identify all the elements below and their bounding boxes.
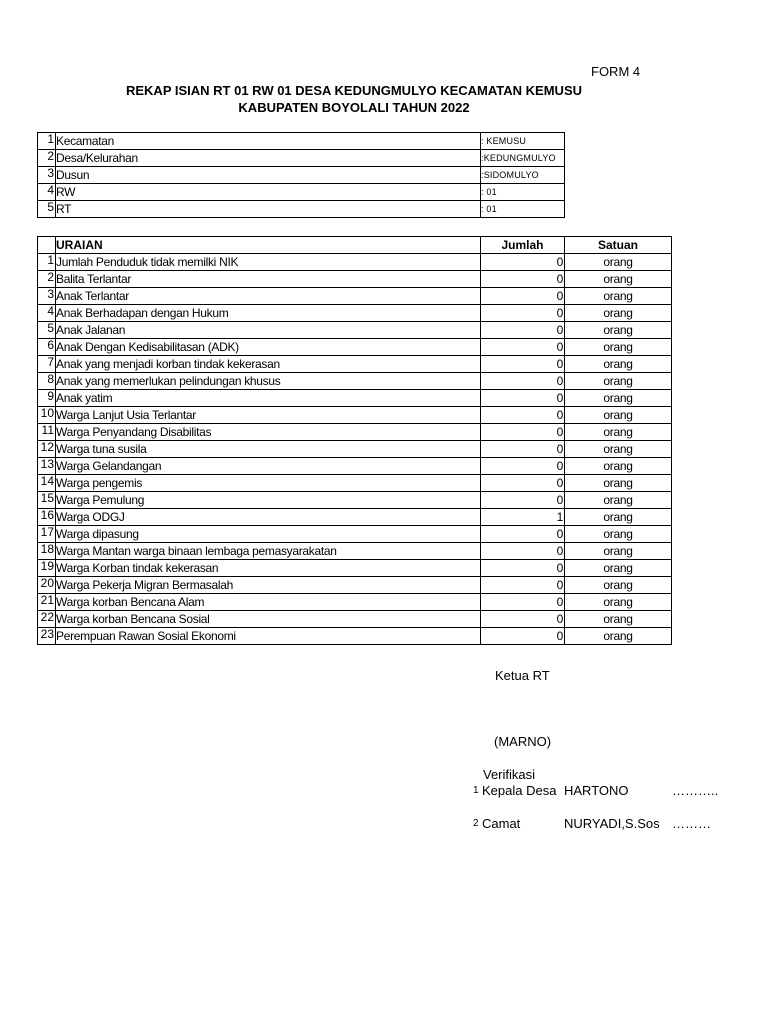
- table-row: [38, 611, 672, 628]
- form-label: FORM 4: [591, 64, 641, 79]
- row-jumlah: 0: [481, 390, 565, 407]
- location-value: : KEMUSU: [481, 133, 565, 150]
- row-jumlah: 0: [481, 628, 565, 645]
- header-satuan: Satuan: [565, 237, 672, 254]
- row-jumlah: 0: [481, 492, 565, 509]
- row-jumlah: 0: [481, 271, 565, 288]
- row-number: 12: [38, 441, 56, 458]
- verifier-number: 2: [473, 818, 479, 829]
- verification-title: Verifikasi: [483, 767, 536, 782]
- location-number: 4: [38, 184, 56, 201]
- row-uraian: Warga Lanjut Usia Terlantar: [56, 407, 481, 424]
- table-row: [38, 339, 672, 356]
- table-row: [38, 322, 672, 339]
- row-uraian: Balita Terlantar: [56, 271, 481, 288]
- row-uraian: Warga korban Bencana Alam: [56, 594, 481, 611]
- document-title: REKAP ISIAN RT 01 RW 01 DESA KEDUNGMULYO KECAMATAN KEMUSU: [125, 83, 582, 98]
- row-number: 22: [38, 611, 56, 628]
- row-number: 5: [38, 322, 56, 339]
- row-satuan: orang: [565, 594, 672, 611]
- table-row: [38, 254, 672, 271]
- row-satuan: orang: [565, 424, 672, 441]
- row-satuan: orang: [565, 628, 672, 645]
- row-uraian: Warga Penyandang Disabilitas: [56, 424, 481, 441]
- row-satuan: orang: [565, 458, 672, 475]
- row-uraian: Jumlah Penduduk tidak memilki NIK: [56, 254, 481, 271]
- table-row: [38, 492, 672, 509]
- row-number: 3: [38, 288, 56, 305]
- row-uraian: Perempuan Rawan Sosial Ekonomi: [56, 628, 481, 645]
- row-number: 23: [38, 628, 56, 645]
- row-number: 7: [38, 356, 56, 373]
- row-uraian: Warga pengemis: [56, 475, 481, 492]
- row-jumlah: 0: [481, 424, 565, 441]
- row-jumlah: 0: [481, 322, 565, 339]
- row-number: 1: [38, 254, 56, 271]
- row-number: 16: [38, 509, 56, 526]
- table-row: [38, 475, 672, 492]
- row-satuan: orang: [565, 288, 672, 305]
- row-satuan: orang: [565, 577, 672, 594]
- signature-name: (MARNO): [494, 734, 552, 749]
- verifier-name: NURYADI,S.Sos: [564, 816, 660, 831]
- row-number: 14: [38, 475, 56, 492]
- location-table: [37, 132, 565, 218]
- row-satuan: orang: [565, 441, 672, 458]
- document-subtitle: KABUPATEN BOYOLALI TAHUN 2022: [238, 100, 470, 115]
- table-row: [38, 424, 672, 441]
- row-jumlah: 0: [481, 356, 565, 373]
- location-number: 1: [38, 133, 56, 150]
- row-satuan: orang: [565, 611, 672, 628]
- row-uraian: Warga ODGJ: [56, 509, 481, 526]
- verifier-role: Camat: [482, 816, 521, 831]
- row-uraian: Anak Berhadapan dengan Hukum: [56, 305, 481, 322]
- row-satuan: orang: [565, 339, 672, 356]
- table-row: [38, 628, 672, 645]
- verifier-signature-dots: ………: [672, 816, 711, 831]
- verifier-name: HARTONO: [564, 783, 629, 798]
- table-row: [38, 356, 672, 373]
- row-number: 10: [38, 407, 56, 424]
- row-uraian: Anak yang menjadi korban tindak kekerasan: [56, 356, 481, 373]
- table-row: [38, 373, 672, 390]
- location-row: [38, 133, 565, 150]
- row-number: 6: [38, 339, 56, 356]
- location-label: Dusun: [56, 167, 481, 184]
- row-jumlah: 0: [481, 441, 565, 458]
- row-jumlah: 1: [481, 509, 565, 526]
- table-row: [38, 390, 672, 407]
- row-uraian: Anak yang memerlukan pelindungan khusus: [56, 373, 481, 390]
- table-row: [38, 288, 672, 305]
- row-uraian: Warga Gelandangan: [56, 458, 481, 475]
- row-uraian: Anak Jalanan: [56, 322, 481, 339]
- row-number: 15: [38, 492, 56, 509]
- row-number: 18: [38, 543, 56, 560]
- row-uraian: Anak Terlantar: [56, 288, 481, 305]
- row-jumlah: 0: [481, 526, 565, 543]
- row-satuan: orang: [565, 373, 672, 390]
- row-number: 8: [38, 373, 56, 390]
- row-satuan: orang: [565, 356, 672, 373]
- signature-role: Ketua RT: [495, 668, 550, 683]
- row-satuan: orang: [565, 390, 672, 407]
- row-jumlah: 0: [481, 339, 565, 356]
- location-row: [38, 184, 565, 201]
- row-number: 21: [38, 594, 56, 611]
- row-jumlah: 0: [481, 458, 565, 475]
- row-satuan: orang: [565, 271, 672, 288]
- row-jumlah: 0: [481, 475, 565, 492]
- location-label: Kecamatan: [56, 133, 481, 150]
- row-number: 11: [38, 424, 56, 441]
- row-jumlah: 0: [481, 560, 565, 577]
- row-jumlah: 0: [481, 407, 565, 424]
- row-jumlah: 0: [481, 577, 565, 594]
- table-row: [38, 594, 672, 611]
- location-value: :KEDUNGMULYO: [481, 150, 565, 167]
- row-number: 9: [38, 390, 56, 407]
- header-no-cell: [38, 237, 56, 254]
- location-row: [38, 201, 565, 218]
- row-jumlah: 0: [481, 611, 565, 628]
- row-jumlah: 0: [481, 305, 565, 322]
- table-row: [38, 526, 672, 543]
- row-jumlah: 0: [481, 543, 565, 560]
- row-satuan: orang: [565, 254, 672, 271]
- row-uraian: Anak yatim: [56, 390, 481, 407]
- table-header-row: [38, 237, 672, 254]
- row-uraian: Warga Mantan warga binaan lembaga pemasyarakatan: [56, 543, 481, 560]
- row-jumlah: 0: [481, 594, 565, 611]
- row-number: 4: [38, 305, 56, 322]
- table-row: [38, 543, 672, 560]
- row-uraian: Warga tuna susila: [56, 441, 481, 458]
- table-row: [38, 560, 672, 577]
- location-value: : 01: [481, 184, 565, 201]
- table-row: [38, 441, 672, 458]
- row-satuan: orang: [565, 305, 672, 322]
- header-uraian: URAIAN: [56, 237, 481, 254]
- location-label: Desa/Kelurahan: [56, 150, 481, 167]
- row-satuan: orang: [565, 492, 672, 509]
- location-value: :SIDOMULYO: [481, 167, 565, 184]
- row-jumlah: 0: [481, 373, 565, 390]
- row-uraian: Warga dipasung: [56, 526, 481, 543]
- row-satuan: orang: [565, 526, 672, 543]
- row-satuan: orang: [565, 475, 672, 492]
- table-row: [38, 407, 672, 424]
- table-row: [38, 458, 672, 475]
- row-uraian: Warga Korban tindak kekerasan: [56, 560, 481, 577]
- row-satuan: orang: [565, 322, 672, 339]
- row-number: 20: [38, 577, 56, 594]
- row-jumlah: 0: [481, 254, 565, 271]
- verifier-number: 1: [473, 785, 479, 796]
- table-row: [38, 305, 672, 322]
- row-satuan: orang: [565, 407, 672, 424]
- verifier-role: Kepala Desa: [482, 783, 557, 798]
- header-jumlah: Jumlah: [481, 237, 565, 254]
- table-row: [38, 509, 672, 526]
- location-row: [38, 167, 565, 184]
- recap-table: [37, 236, 672, 645]
- row-number: 19: [38, 560, 56, 577]
- location-label: RW: [56, 184, 481, 201]
- row-satuan: orang: [565, 543, 672, 560]
- row-number: 13: [38, 458, 56, 475]
- location-value: : 01: [481, 201, 565, 218]
- row-number: 17: [38, 526, 56, 543]
- row-satuan: orang: [565, 560, 672, 577]
- location-number: 5: [38, 201, 56, 218]
- location-number: 3: [38, 167, 56, 184]
- location-number: 2: [38, 150, 56, 167]
- row-satuan: orang: [565, 509, 672, 526]
- location-row: [38, 150, 565, 167]
- row-uraian: Warga korban Bencana Sosial: [56, 611, 481, 628]
- row-uraian: Warga Pekerja Migran Bermasalah: [56, 577, 481, 594]
- location-label: RT: [56, 201, 481, 218]
- table-row: [38, 577, 672, 594]
- verifier-signature-dots: ………..: [672, 783, 719, 798]
- table-row: [38, 271, 672, 288]
- row-uraian: Anak Dengan Kedisabilitasan (ADK): [56, 339, 481, 356]
- row-uraian: Warga Pemulung: [56, 492, 481, 509]
- row-number: 2: [38, 271, 56, 288]
- row-jumlah: 0: [481, 288, 565, 305]
